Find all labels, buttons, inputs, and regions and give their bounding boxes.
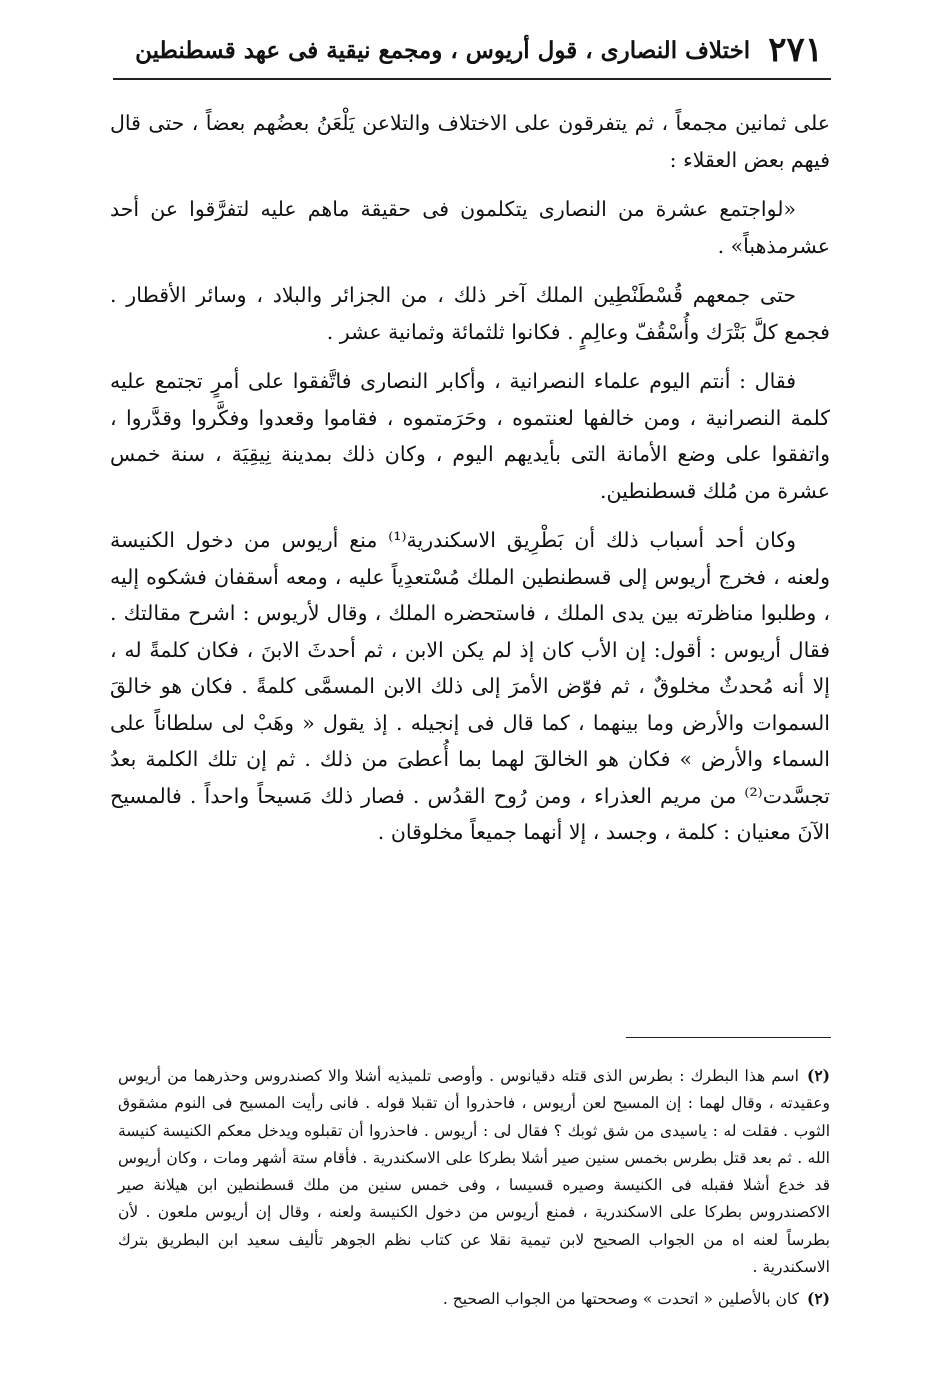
paragraph: فقال : أنتم اليوم علماء النصرانية ، وأكابر النصارى فاتَّفقوا على أمرٍ تجتمع عليه كلمة النصرانية ، ومن خالفها لعنتموه ، وحَرَمتموه ، فقاموا وقعدوا وفكَّروا وقدَّروا ، واتفقوا على وضع الأمانة التى بأيديهم اليوم ، وكان ذلك بمدينة نِيقِيَة ، سنة خمس عشرة من مُلك قسطنطين. <box>110 369 830 503</box>
footnote-number: (٢) <box>806 1066 830 1085</box>
footnote-number: (٢) <box>806 1289 830 1309</box>
main-text <box>110 105 830 864</box>
running-header <box>108 28 823 72</box>
footnote <box>118 1285 830 1313</box>
footnote-text: اسم هذا البطرك : بطرس الذى قتله دقيانوس . وأوصى تلميذيه أشلا والا كصندروس وحذرهما من أريوس وعقيدته ، وقال لهما : إن المسيح لعن أريوس ، فاحذروا أن تقبلا قوله . فانى رأيت المسيح فى النوم مشقوق الثوب . فقلت له : ياسيدى من شق ثوبك ؟ فقال لى : أريوس . فاحذروا أن تقبلوه ويدخل معكم الكنيسة كنيسة الله . ثم بعد قتل بطرس بخمس سنين صير أشلا بطركا على الاسكندرية . فأقام ستة أشهر ومات ، وكان أريوس قد خدع أشلا فقبله فى الكنيسة وصيره قسيسا ، وفى خمس سنين من ملك قسطنطين ابن هيلانة صير الاكصندروس بطركا على الاسكندرية ، فمنع أريوس من دخول الكنيسة ولعنه ، وقال إن أريوس ملعون . لأن بطرساً لعنه اه من الجواب الصحيح لابن تيمية نقلا عن كتاب نظم الجوهر تأليف سعيد ابن البطريق بترك الاسكندرية . <box>118 1067 830 1277</box>
footnote-divider <box>626 1037 831 1038</box>
paragraph-quote: «لواجتمع عشرة من النصارى يتكلمون فى حقيقة ماهم عليه لتفرَّقوا عن أحد عشرمذهباً» . <box>110 197 830 258</box>
header-divider <box>113 78 831 80</box>
paragraph: على ثمانين مجمعاً ، ثم يتفرقون على الاختلاف والتلاعن يَلْعَنُ بعضُهم بعضاً ، حتى قال فيهم بعض العقلاء : <box>110 111 830 172</box>
footnotes <box>118 1062 830 1318</box>
footnote-text: كان بالأصلين « اتحدت » وصححتها من الجواب الصحيح . <box>442 1290 799 1309</box>
running-title: اختلاف النصارى ، قول أريوس ، ومجمع نيقية فى عهد قسطنطين <box>135 36 751 64</box>
paragraph: وكان أحد أسباب ذلك أن بَطْرِيق الاسكندرية⁽¹⁾ منع أريوس من دخول الكنيسة ولعنه ، فخرج أريوس إلى قسطنطين الملك مُسْتعدِياً عليه ، ومعه أسقفان فشكوه إليه ، وطلبوا مناظرته بين يدى الملك ، فاستحضره الملك ، وقال لأريوس : اشرح مقالتك . فقال أريوس : أقول: إن الأب كان إذ لم يكن الابن ، ثم أحدثَ الابنَ ، فكان كلمةً له ، إلا أنه مُحدثٌ مخلوقٌ ، ثم فوّض الأمرَ إلى ذلك الابن المسمَّى كلمةً . فكان هو خالقَ السموات والأرض وما بينهما ، كما قال فى إنجيله . إذ يقول « وهَبْ لى سلطاناً على السماء والأرض » فكان هو الخالقَ لهما بما أُعطىَ من ذلك . ثم إن تلك الكلمة بعدُ تجسَّدت⁽²⁾ من مريم العذراء ، ومن رُوح القدُس . فصار ذلك مَسيحاً واحداً . فالمسيح الآنَ معنيان : كلمة ، وجسد ، إلا أنهما جميعاً مخلوقان . <box>110 528 830 844</box>
page-number: ٢٧١ <box>768 30 823 70</box>
paragraph: حتى جمعهم قُسْطَنْطِين الملك آخر ذلك ، من الجزائر والبلاد ، وسائر الأقطار . فجمع كلَّ بَتْرَك وأُسْقُفّ وعالِمٍ . فكانوا ثلثمائة وثمانية عشر . <box>110 283 830 344</box>
footnote <box>118 1062 830 1281</box>
